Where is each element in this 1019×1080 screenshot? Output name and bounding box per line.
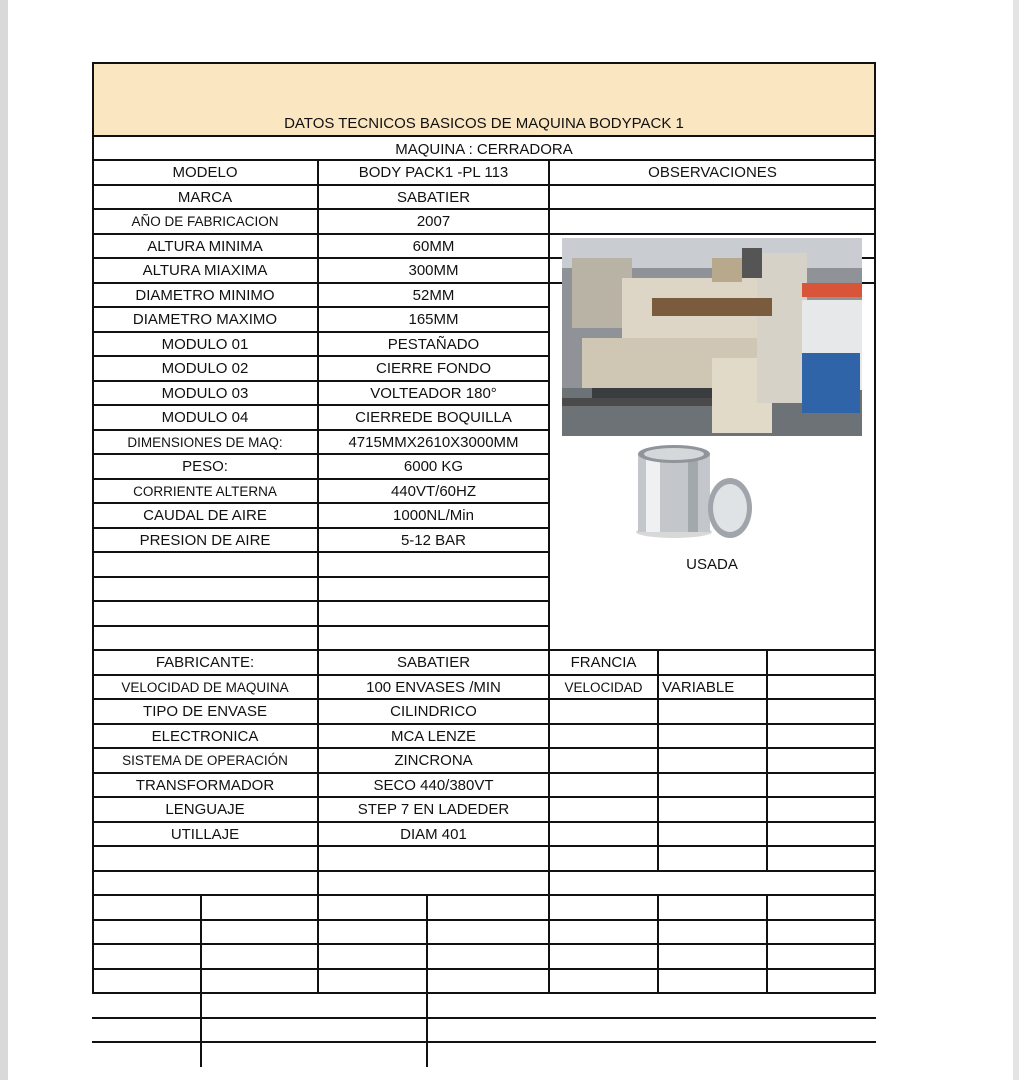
spec-sheet-table bbox=[92, 62, 876, 994]
paint-can-image bbox=[632, 444, 758, 542]
detail-label: LENGUAJE bbox=[165, 801, 245, 818]
detail-value: SABATIER bbox=[396, 654, 471, 671]
spec-value: BODY PACK1 -PL 113 bbox=[358, 164, 509, 181]
spec-label: MARCA bbox=[177, 189, 233, 206]
detail-value: CILINDRICO bbox=[390, 703, 477, 720]
spec-label: PESO: bbox=[182, 458, 228, 475]
spec-label: DIAMETRO MAXIMO bbox=[132, 311, 278, 328]
spec-value: 300MM bbox=[408, 262, 459, 279]
grid-line-h bbox=[92, 625, 549, 627]
spec-value: 2007 bbox=[416, 213, 451, 230]
grid-line-h bbox=[92, 1017, 876, 1019]
spec-label: CORRIENTE ALTERNA bbox=[133, 484, 277, 499]
grid-line-v bbox=[200, 895, 202, 1067]
machine-type: MAQUINA : CERRADORA bbox=[395, 141, 573, 158]
machine-photo bbox=[562, 238, 862, 436]
spec-value: 165MM bbox=[408, 311, 459, 328]
spec-label: CAUDAL DE AIRE bbox=[143, 507, 267, 524]
spec-value: SABATIER bbox=[396, 189, 471, 206]
document-title: DATOS TECNICOS BASICOS DE MAQUINA BODYPACK 1 bbox=[284, 115, 684, 132]
spec-label: ALTURA MIAXIMA bbox=[142, 262, 268, 279]
spec-value: CIERRE FONDO bbox=[375, 360, 491, 377]
spec-label: MODULO 03 bbox=[161, 385, 249, 402]
grid-line-h bbox=[92, 870, 876, 872]
spec-value: 5-12 BAR bbox=[400, 532, 467, 549]
spec-label: MODULO 04 bbox=[161, 409, 249, 426]
condition-label: USADA bbox=[686, 556, 738, 573]
detail-label: ELECTRONICA bbox=[151, 728, 259, 745]
spec-value: CIERREDE BOQUILLA bbox=[355, 409, 512, 426]
spec-value: 1000NL/Min bbox=[393, 507, 474, 524]
detail-extra2: VARIABLE bbox=[662, 679, 735, 696]
grid-line-h bbox=[92, 992, 876, 994]
spec-label: DIMENSIONES DE MAQ: bbox=[127, 435, 283, 450]
spec-value: 52MM bbox=[412, 287, 455, 304]
detail-value: 100 ENVASES /MIN bbox=[366, 679, 501, 696]
spec-label: MODELO bbox=[172, 164, 238, 181]
spec-label: ALTURA MINIMA bbox=[147, 238, 263, 255]
detail-label: VELOCIDAD DE MAQUINA bbox=[121, 680, 289, 695]
spec-label: DIAMETRO MINIMO bbox=[135, 287, 275, 304]
spec-label: MODULO 01 bbox=[161, 336, 249, 353]
detail-value: SECO 440/380VT bbox=[373, 777, 494, 794]
spec-value: VOLTEADOR 180° bbox=[370, 385, 497, 402]
detail-extra1: VELOCIDAD bbox=[564, 680, 643, 695]
detail-extra1: FRANCIA bbox=[570, 654, 637, 671]
grid-line-v bbox=[766, 895, 768, 994]
spec-value: PESTAÑADO bbox=[387, 336, 480, 353]
detail-value: MCA LENZE bbox=[390, 728, 477, 745]
spec-value: 4715MMX2610X3000MM bbox=[348, 434, 519, 451]
observations-header: OBSERVACIONES bbox=[648, 164, 777, 181]
grid-line-h bbox=[92, 576, 549, 578]
detail-label: TIPO DE ENVASE bbox=[143, 703, 267, 720]
spec-value: 440VT/60HZ bbox=[390, 483, 477, 500]
detail-value: ZINCRONA bbox=[394, 752, 473, 769]
grid-line-h bbox=[92, 1041, 876, 1043]
spec-value: 60MM bbox=[412, 238, 455, 255]
detail-label: TRANSFORMADOR bbox=[135, 777, 275, 794]
detail-label: SISTEMA DE OPERACIÓN bbox=[122, 753, 288, 768]
grid-line-h bbox=[92, 62, 876, 64]
detail-value: DIAM 401 bbox=[400, 826, 467, 843]
spec-label: MODULO 02 bbox=[161, 360, 249, 377]
grid-line-h bbox=[92, 894, 876, 896]
spec-label: AÑO DE FABRICACION bbox=[131, 214, 279, 229]
grid-line-h bbox=[92, 919, 876, 921]
grid-line-v bbox=[874, 62, 876, 994]
page-edge-left bbox=[0, 0, 8, 1080]
spec-value: 6000 KG bbox=[403, 458, 464, 475]
detail-value: STEP 7 EN LADEDER bbox=[357, 801, 510, 818]
detail-label: UTILLAJE bbox=[170, 826, 240, 843]
grid-line-h bbox=[92, 968, 876, 970]
grid-line-h bbox=[92, 943, 876, 945]
detail-label: FABRICANTE: bbox=[155, 654, 255, 671]
page-edge-right bbox=[1013, 0, 1019, 1080]
spec-label: PRESION DE AIRE bbox=[139, 532, 271, 549]
grid-line-h bbox=[92, 600, 549, 602]
grid-line-v bbox=[657, 895, 659, 994]
grid-line-v bbox=[426, 895, 428, 1067]
